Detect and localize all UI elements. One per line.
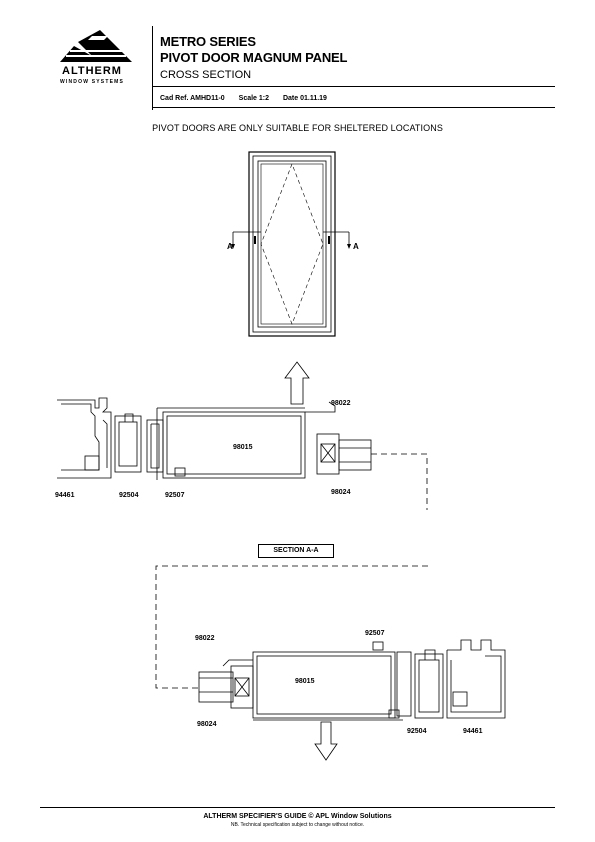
title-line-1: METRO SERIES [160, 34, 256, 49]
scale: Scale 1:2 [238, 95, 270, 102]
upper-cross-section [55, 360, 495, 510]
glazing-bead-98022-98024-lower [199, 660, 253, 708]
date: Date 01.11.19 [282, 95, 327, 102]
title-underline [153, 86, 555, 87]
meta-row [160, 95, 339, 102]
footer-line-2: NB. Technical specification subject to change without notice. [230, 822, 365, 828]
footer-rule [40, 807, 555, 808]
label-98022-lower: 98022 [195, 635, 215, 642]
label-94461-upper: 94461 [55, 492, 75, 499]
profile-92504 [115, 414, 141, 472]
lower-cross-section [185, 620, 525, 770]
door-panel [258, 161, 326, 327]
door-elevation [215, 148, 365, 343]
label-92507-upper: 92507 [165, 492, 185, 499]
panel-98015-lower [253, 652, 403, 720]
logo-subtitle: WINDOW SYSTEMS [59, 79, 125, 85]
label-98022-upper: 98022 [331, 400, 351, 407]
footer-line-1: ALTHERM SPECIFIER'S GUIDE © APL Window Solutions [203, 813, 392, 820]
meta-underline [153, 107, 555, 108]
cad-ref: Cad Ref. AMHD11-0 [160, 95, 225, 102]
frame-94461 [57, 398, 111, 478]
pivot-swing-indicator [261, 164, 323, 324]
direction-arrow-up [285, 362, 309, 404]
profile-92507-lower [373, 642, 411, 718]
label-92504-upper: 92504 [119, 492, 139, 499]
direction-arrow-down [315, 722, 337, 760]
title-line-2: PIVOT DOOR MAGNUM PANEL [160, 50, 348, 65]
title-line-3: CROSS SECTION [160, 69, 252, 81]
section-mark-left: A [227, 242, 233, 251]
profile-92507 [147, 420, 185, 476]
title-divider [152, 26, 153, 110]
title-block [160, 34, 347, 82]
section-a-a-label: SECTION A-A [258, 544, 334, 558]
section-mark-right: A [353, 242, 359, 251]
altherm-logo [40, 28, 150, 90]
label-92504-lower: 92504 [407, 728, 427, 735]
frame-94461-lower [447, 640, 505, 718]
glazing-bead-98022-98024 [305, 402, 371, 474]
logo-brand: ALTHERM [62, 65, 122, 77]
door-outer-frame [249, 152, 335, 336]
label-98024-upper: 98024 [331, 489, 351, 496]
label-98024-lower: 98024 [197, 721, 217, 728]
label-98015-upper: 98015 [233, 444, 253, 451]
label-92507-lower: 92507 [365, 630, 385, 637]
label-94461-lower: 94461 [463, 728, 483, 735]
profile-92504-lower [415, 650, 443, 718]
panel-98015 [157, 408, 305, 480]
suitability-notice: PIVOT DOORS ARE ONLY SUITABLE FOR SHELTERED LOCATIONS [152, 123, 443, 133]
break-line-upper [371, 454, 427, 510]
footer [0, 813, 595, 828]
label-98015-lower: 98015 [295, 678, 315, 685]
